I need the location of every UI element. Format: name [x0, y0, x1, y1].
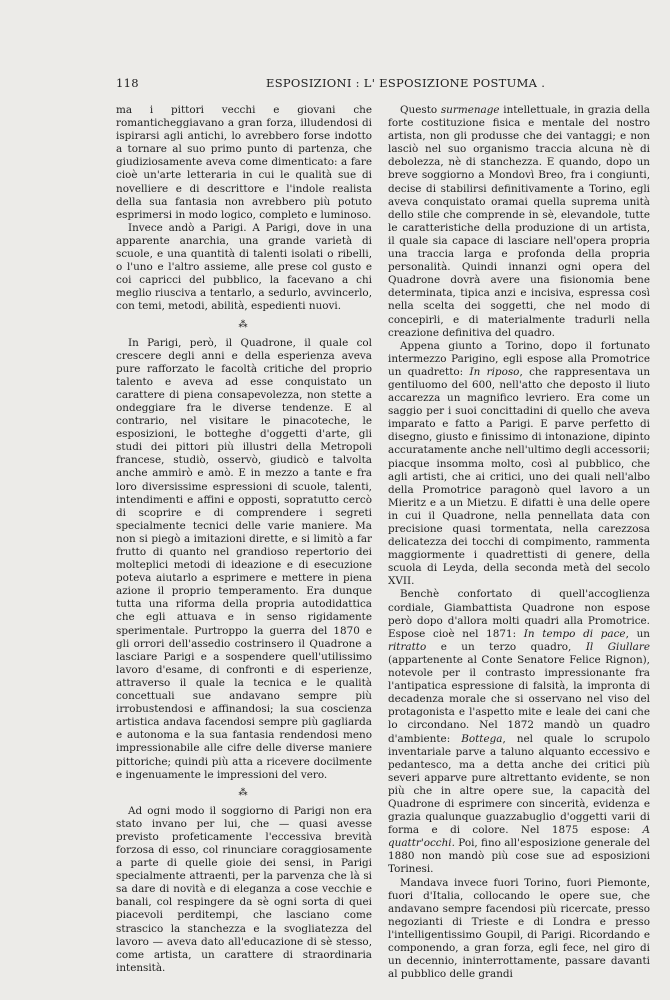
- text-run: , un: [625, 627, 650, 640]
- artwork-title: Bottega: [461, 732, 503, 745]
- text-run: (appartenente al Conte Senatore Felice Rignon), notevole per il contrasto impressionante fra l'antipatica espressione di falsità, la impronta di decadenza morale che si osservano nel viso del protagonista e l'aspetto mite e leale dei cani che lo circondano. Nel 1872 mandò un quadro d'ambiente:: [388, 653, 650, 745]
- paragraph: In Parigi, però, il Quadrone, il quale col crescere degli anni e della esperienza aveva pure rafforzato le facoltà critiche del proprio talento e aveva ad esse conquistato un carattere di piena consapevolezza, non stette a ondeggiare fra le diverse tendenze. E al contrario, nel visitare le pinacoteche, le esposizioni, le botteghe d'oggetti d'arte, gli studi dei pittori più illustri della Metropoli francese, studiò, osservò, giudicò e talvolta anche ammirò e amò. E in mezzo a tante e fra loro diversissime espressioni di scuole, talenti, intendimenti e affini e opposti, sopratutto cercò di scoprire e di comprendere i segreti specialmente tecnici delle varie maniere. Ma non si piegò a imitazioni dirette, e si limitò a far frutto di quanto nel grandioso repertorio dei molteplici metodi di ideazione e di esecuzione poteva aiutarlo a esprimere e mettere in piena azione il proprio temperamento. Era dunque tutta una riforma della propria autodidattica che egli attuava e in senso rigidamente sperimentale. Purtroppo la guerra del 1870 e gli orrori dell'assedio costrinsero il Quadrone a lasciare Parigi e a sospendere quell'utilissimo lavoro d'esame, di confronti e di esperienze, attraverso il quale la tecnica e le qualità concettuali sue andavano sempre più irrobustendosi e affinandosi; la sua coscienza artistica andava facendosi sempre più gagliarda e autonoma e la sua fantasia rendendosi meno impressionabile alle cifre delle diverse maniere pittoriche; quindi più atta a ricevere docilmente e ingenuamente le impressioni del vero.: [116, 336, 372, 781]
- paragraph: ma i pittori vecchi e giovani che romanticheggiavano a gran forza, illudendosi di ispirarsi agli antichi, lo avrebbero forse indotto a tornare al suo primo punto di partenza, che giudiziosamente aveva come dimenticato: a fare cioè un'arte letteraria in cui le qualità sue di novelliere e di descrittore e l'indole realista della sua fantasia non avrebbero più potuto esprimersi in modo logico, completo e luminoso.: [116, 104, 372, 221]
- running-title: ESPOSIZIONI : L' ESPOSIZIONE POSTUMA .: [266, 76, 546, 90]
- text-run: , che rappresentava un gentiluomo del 600, nell'atto che deposto il liuto accarezza un magnifico levriero. Era come un saggio per i suoi concittadini di quello che aveva imparato e fatto a Parigi. E parve perfetto di disegno, giusto e finissimo di intonazione, dipinto accuratamente anche nell'ultimo degli accessorii; piacque insomma molto, così al pubblico, che agli artisti, che ai critici, uno dei quali nell'albo della Promotrice paragonò quel lavoro a un Mieritz e a un Mietzu. E difatti è una delle opere in cui il Quadrone, nella pennellata data con precisione quasi tormentata, nella carezzosa delicatezza dei tocchi di compimento, rammenta maggiormente i quadrettisti di genere, della scuola di Leyda, della seconda metà del secolo XVII.: [388, 365, 651, 588]
- artwork-title: Il Giullare: [585, 640, 650, 653]
- text-run: Questo: [400, 104, 441, 116]
- paragraph: [388, 104, 650, 340]
- artwork-title: In tempo di pace: [523, 627, 626, 640]
- section-separator: ⁂: [238, 319, 250, 330]
- italic-term: surmenage: [440, 104, 500, 116]
- right-column: [388, 104, 650, 981]
- artwork-title: In riposo: [469, 365, 520, 378]
- section-separator: ⁂: [238, 787, 250, 798]
- artwork-title: A quattr'occhi: [388, 824, 650, 850]
- paragraph: [388, 588, 650, 876]
- text-run: Appena giunto a Torino, dopo il fortunato intermezzo Parigino, egli espose alla Promotrice un quadretto:: [388, 339, 650, 378]
- artwork-title: ritratto: [388, 640, 427, 653]
- text-run: Benchè confortato di quell'accoglienza cordiale, Giambattista Quadrone non espose però dopo d'allora molti quadri alla Promotrice. Espose cioè nel 1871:: [388, 588, 650, 640]
- page-number: 118: [116, 76, 139, 90]
- paragraph: Invece andò a Parigi. A Parigi, dove in una apparente anarchia, una grande varietà di scuole, e una quantità di talenti isolati o ribelli, o l'uno e l'altro assieme, alle prese col gusto e coi capricci del pubblico, la facevano a chi meglio riusciva a tentarlo, a sedurlo, avvincerlo, con temi, metodi, abilità, espedienti nuovi.: [116, 221, 372, 313]
- text-run: , nel quale lo scrupolo inventariale parve a taluno alquanto eccessivo e pedantesco, ma a detta anche dei critici più severi apparve pure altrettanto evidente, se non più che in altre opere sue, la capacità del Quadrone di esprimere con sincerità, evidenza e grazia qualunque guazzabuglio d'oggetti varii di forma e di colore. Nel 1875 espose:: [388, 732, 650, 837]
- paragraph: Mandava invece fuori Torino, fuori Piemonte, fuori d'Italia, collocando le opere sue, che andavano sempre facendosi più ricercate, presso negozianti di Trieste e di Londra e presso l'intelligentissimo Goupil, di Parigi. Ricordando e componendo, a gran forza, egli fece, nel giro di un decennio, ininterrottamente, passare davanti al pubblico delle grandi: [388, 876, 650, 981]
- page-header: [116, 76, 546, 92]
- text-run: intellettuale, in grazia della forte costituzione fisica e mentale del nostro artista, non gli produsse che dei vantaggi; e non lasciò nel suo organismo traccia alcuna nè di debolezza, nè di stanchezza. E quando, dopo un breve soggiorno a Mondovì Breo, fra i congiunti, decise di stabilirsi definitivamente a Torino, egli aveva conquistato oramai quella suprema unità dello stile che comprende in sè, elevandole, tutte le caratteristiche della produzione di un artista, il quale sia capace di lasciare nell'opera propria una traccia larga e profonda della propria personalità. Quindi innanzi ogni opera del Quadrone dovrà avere una fisionomia bene determinata, tipica anzi e incisiva, espressa così nella scelta dei soggetti, che nel modo di concepirli, e di materialmente tradurli nella creazione definitiva del quadro.: [388, 104, 650, 339]
- paragraph: Ad ogni modo il soggiorno di Parigi non era stato invano per lui, che — quasi avesse previsto profeticamente l'eccessiva brevità forzosa di esso, col rinunciare coraggiosamente a parte di quelle gioie dei sensi, in Parigi specialmente attraenti, per la parvenza che là si sa dare di novità e di eleganza a cose vecchie e banali, col respingere da sè ogni sorta di quei piacevoli perditempi, che lasciano come strascico la stanchezza e la svogliatezza del lavoro — aveva dato all'educazione di sè stesso, come artista, un carattere di straordinaria intensità.: [116, 804, 372, 974]
- text-run: e un terzo quadro,: [426, 640, 586, 653]
- paragraph: [388, 340, 650, 589]
- left-column: [116, 104, 372, 975]
- text-run: . Poi, fino all'esposizione generale del 1880 non mandò più cose sue ad esposizioni Torinesi.: [388, 837, 650, 876]
